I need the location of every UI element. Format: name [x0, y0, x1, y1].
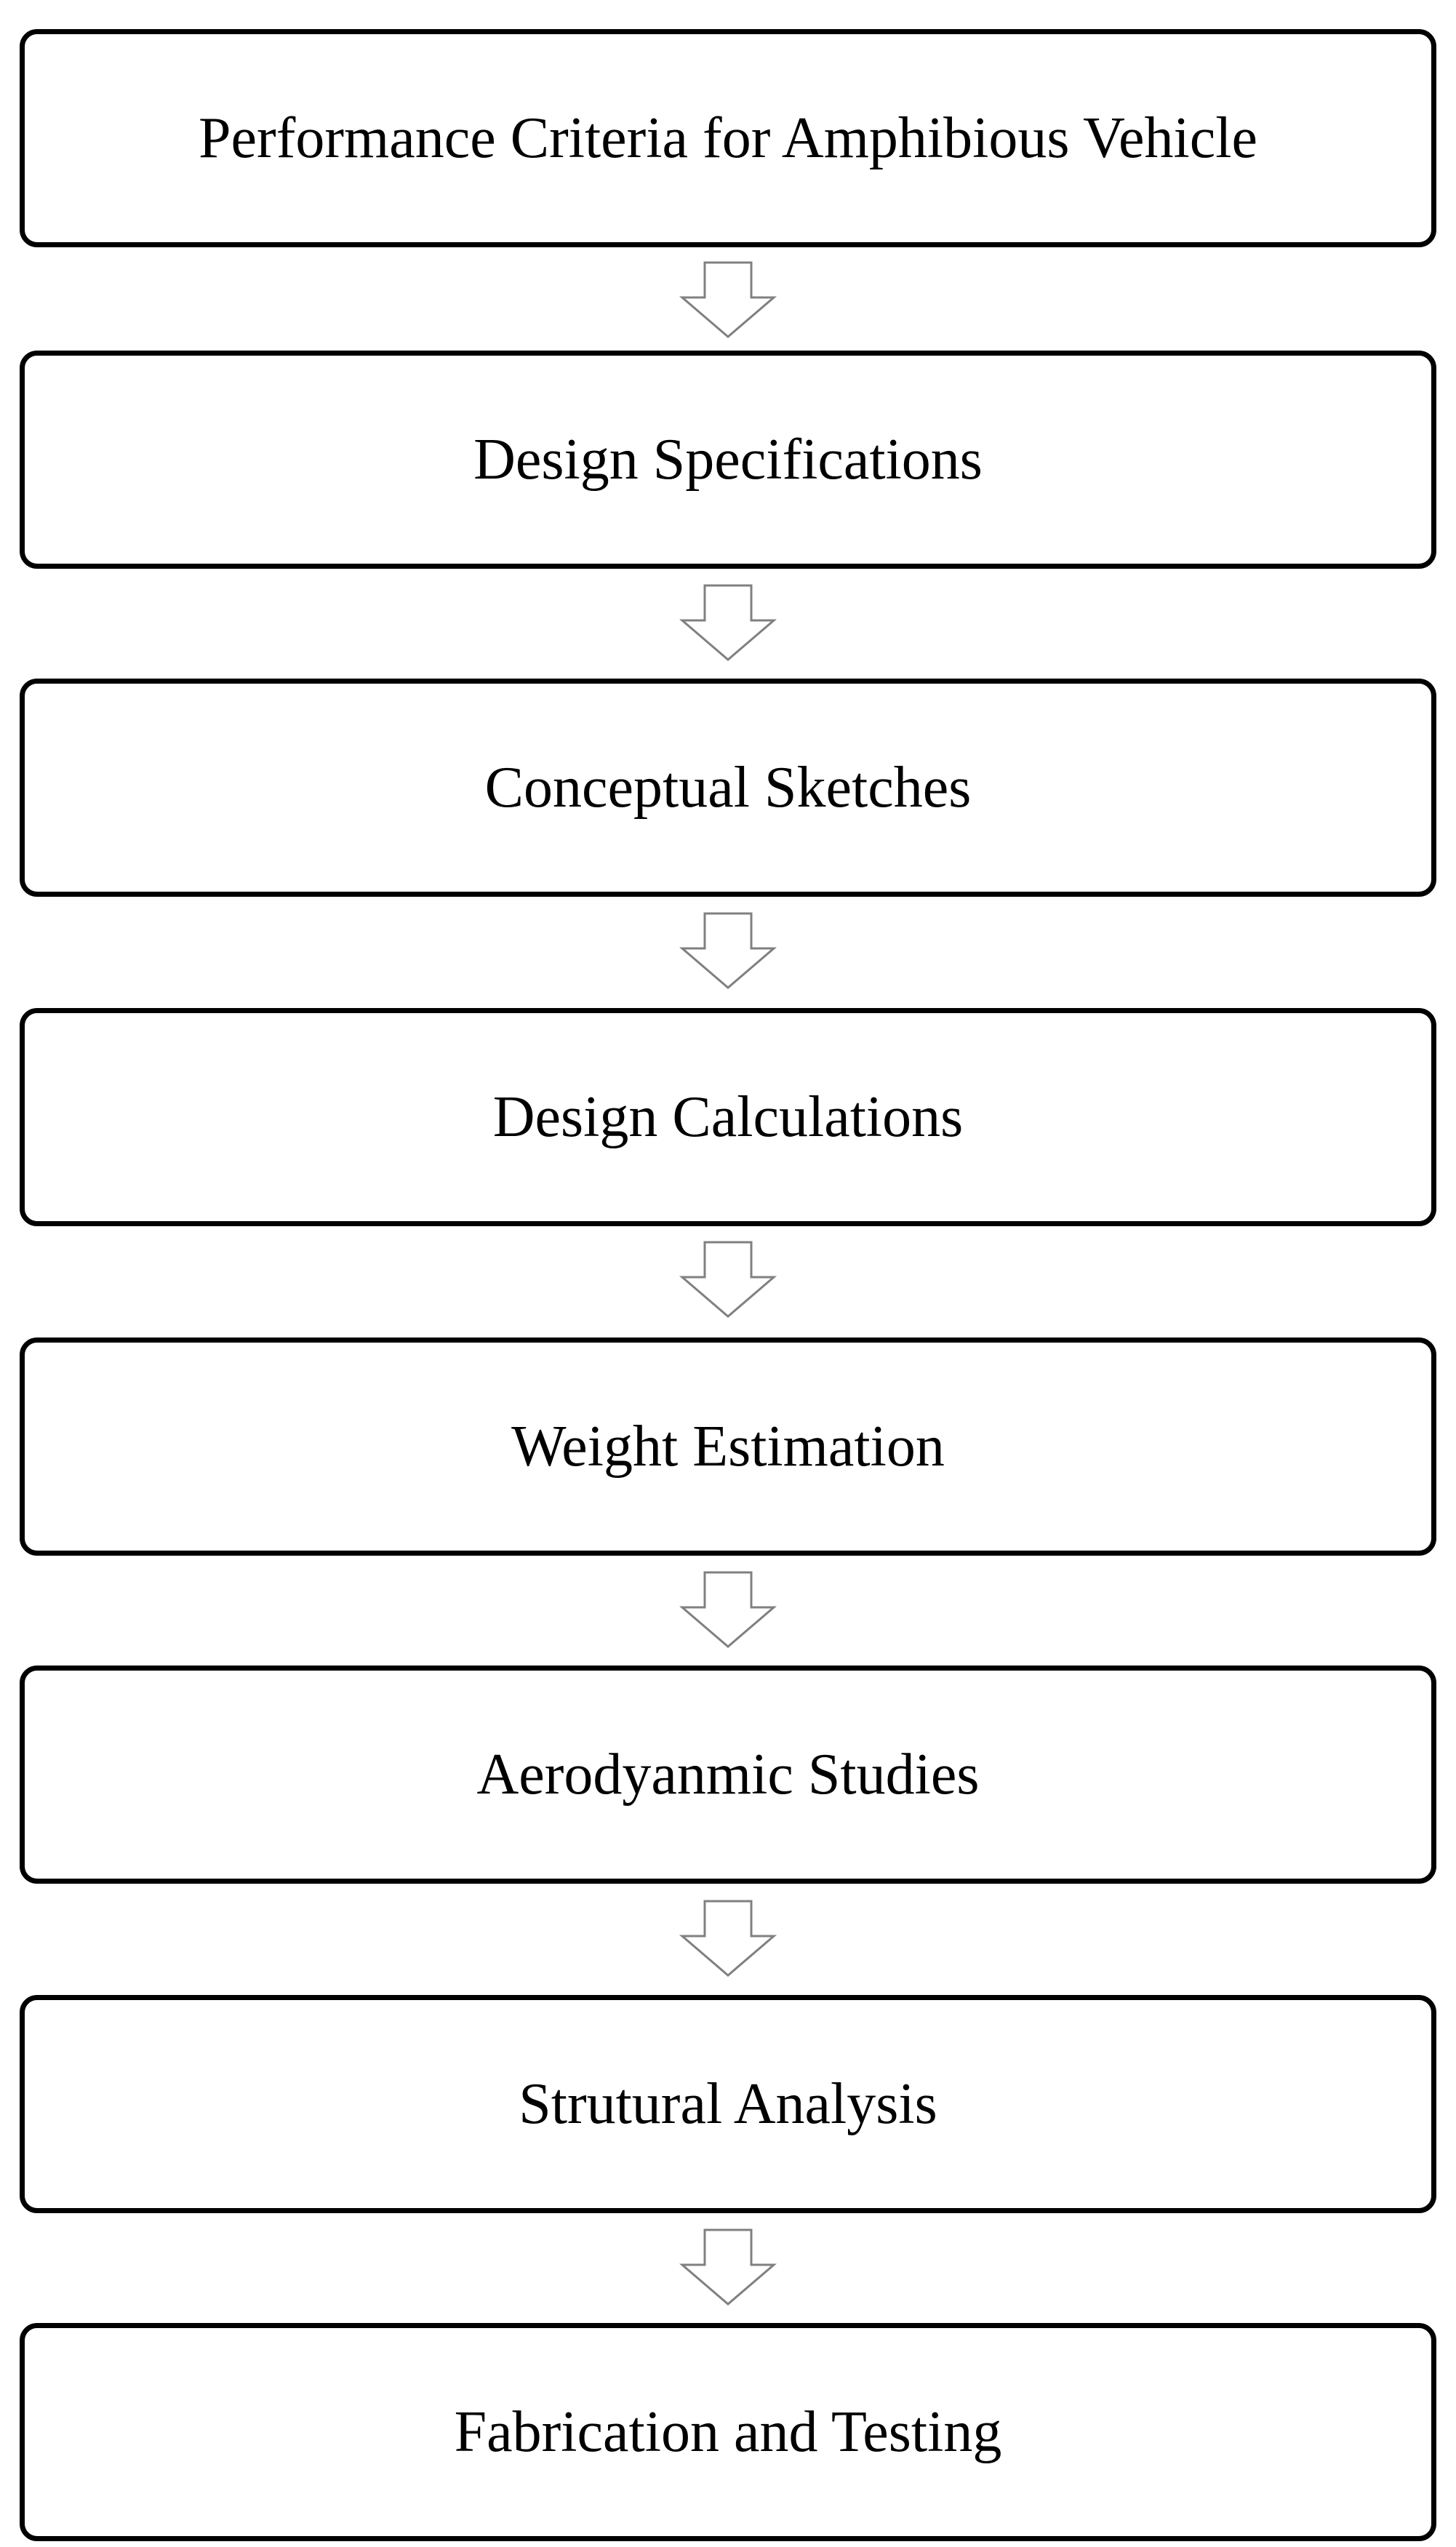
down-arrow-icon — [681, 261, 775, 338]
step-design-specifications — [20, 351, 1436, 569]
step-weight-estimation — [20, 1338, 1436, 1556]
step-fabrication-and-testing — [20, 2323, 1436, 2541]
step-label: Performance Criteria for Amphibious Vehicle — [199, 106, 1257, 170]
step-label: Design Calculations — [492, 1085, 964, 1149]
step-aerodynamic-studies — [20, 1666, 1436, 1884]
down-arrow-icon — [681, 584, 775, 661]
down-arrow-icon — [681, 1571, 775, 1648]
step-structural-analysis — [20, 1995, 1436, 2213]
step-label: Fabrication and Testing — [454, 2400, 1002, 2464]
step-label: Conceptual Sketches — [484, 756, 972, 820]
down-arrow-icon — [681, 1900, 775, 1977]
down-arrow-icon — [681, 1241, 775, 1318]
step-label: Aerodyanmic Studies — [476, 1743, 980, 1807]
step-design-calculations — [20, 1008, 1436, 1226]
step-performance-criteria — [20, 29, 1436, 247]
step-label: Strutural Analysis — [519, 2072, 937, 2136]
step-label: Design Specifications — [473, 428, 983, 492]
step-label: Weight Estimation — [511, 1415, 945, 1479]
down-arrow-icon — [681, 912, 775, 989]
step-conceptual-sketches — [20, 679, 1436, 897]
down-arrow-icon — [681, 2228, 775, 2306]
